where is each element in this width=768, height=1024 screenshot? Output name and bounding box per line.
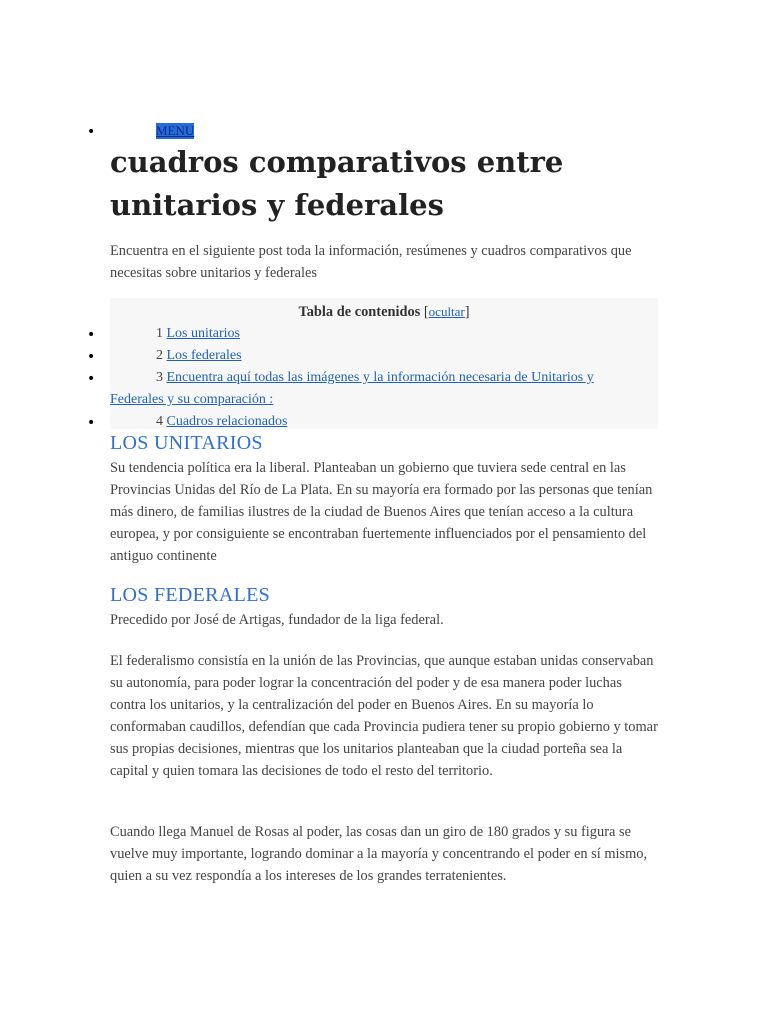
- toc-bracket-close: ]: [464, 304, 470, 320]
- list-bullet: •: [87, 371, 96, 387]
- list-bullet: •: [87, 327, 96, 343]
- toc-header: [110, 303, 658, 321]
- toc-link-imagenes-cont[interactable]: Federales y su comparación :: [110, 392, 274, 407]
- toc-item: [156, 323, 240, 345]
- federales-paragraph-2: El federalismo consistía en la unión de las Provincias, que aunque estaban unidas conservaban su autonomía, para poder lograr la concentración del poder y de esa manera poder luchas contra los unitarios, y la centralización del poder en Buenos Aires. En su mayoría lo conformaban caudillos, defendían que cada Provincia pudiera tener su propio gobierno y tomar sus propias decisiones, mientras que los unitarios planteaban que la ciudad porteña sea la capital y quien tomara las decisiones de todo el resto del territorio.: [110, 653, 658, 779]
- toc-link-cuadros[interactable]: Cuadros relacionados: [166, 414, 288, 429]
- menu-link[interactable]: MENU: [156, 123, 195, 138]
- toc-title: Tabla de contenidos: [298, 304, 421, 320]
- page-title: cuadros comparativos entre unitarios y federales: [110, 145, 564, 222]
- toc-item: [156, 367, 594, 389]
- federales-paragraph-3: Cuando llega Manuel de Rosas al poder, las cosas dan un giro de 180 grados y su figura se vuelve muy importante, logrando dominar a la mayoría y concentrando el poder en sí mismo, quien a su vez respondía a los intereses de los grandes terratenientes.: [110, 824, 648, 884]
- toc-item-number: 4: [156, 414, 163, 429]
- section-heading-unitarios: LOS UNITARIOS: [110, 432, 263, 454]
- list-bullet: •: [87, 415, 96, 431]
- intro-paragraph: Encuentra en el siguiente post toda la información, resúmenes y cuadros comparativos que necesitas sobre unitarios y federales: [110, 243, 632, 281]
- federales-paragraph-1: Precedido por José de Artigas, fundador de la liga federal.: [110, 612, 444, 628]
- list-bullet: •: [87, 124, 96, 140]
- toc-item-number: 3: [156, 370, 163, 385]
- toc-link-federales[interactable]: Los federales: [166, 348, 242, 363]
- toc-item-number: 1: [156, 326, 163, 341]
- list-bullet: •: [87, 349, 96, 365]
- section-heading-federales: LOS FEDERALES: [110, 584, 271, 606]
- toc-bracket-open: [: [423, 304, 429, 320]
- toc-item-continuation: [110, 389, 273, 411]
- toc-link-unitarios[interactable]: Los unitarios: [166, 326, 240, 341]
- toc-hide-link[interactable]: ocultar: [428, 304, 465, 319]
- unitarios-paragraph: Su tendencia política era la liberal. Planteaban un gobierno que tuviera sede central en las Provincias Unidas del Río de La Plata. En su mayoría era formado por las personas que tenían más dinero, de familias ilustres de la ciudad de Buenos Aires que tenían acceso a la cultura europea, y por consiguiente se encontraban fuertemente influenciados por el pensamiento del antiguo continente: [110, 460, 653, 564]
- toc-item-number: 2: [156, 348, 163, 363]
- toc-link-imagenes[interactable]: Encuentra aquí todas las imágenes y la información necesaria de Unitarios y: [166, 370, 594, 385]
- toc-item: [156, 345, 242, 367]
